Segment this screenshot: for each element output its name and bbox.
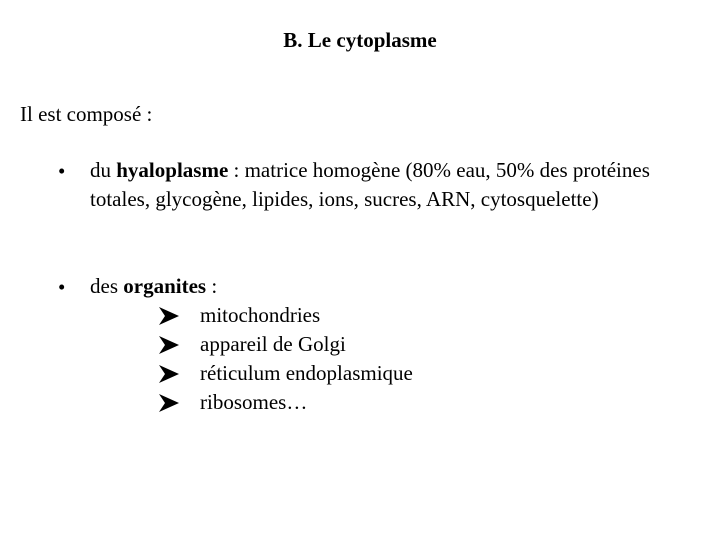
item-description: : matrice homogène (80% eau, 50% des protéines totales, glycogène, lipides, ions, sucres, ARN, cytosquelette) (90, 158, 650, 211)
sub-list-item (158, 330, 413, 359)
sub-list-item (158, 388, 413, 417)
item-term: organites (123, 274, 207, 298)
arrowhead-icon (158, 364, 180, 384)
list-item-organites (90, 272, 650, 301)
arrowhead-icon (158, 393, 180, 413)
slide-title: B. Le cytoplasme (283, 28, 437, 52)
bullet-marker: • (58, 275, 66, 299)
item-prefix: du (90, 158, 117, 182)
sub-list-item (158, 359, 413, 388)
item-term: hyaloplasme (116, 158, 229, 182)
sub-item-label: appareil de Golgi (200, 332, 346, 356)
organites-sub-list (158, 301, 413, 417)
sub-item-label: mitochondries (200, 303, 321, 327)
arrowhead-icon (158, 335, 180, 355)
item-prefix: des (90, 274, 124, 298)
sub-item-label: réticulum endoplasmique (200, 361, 413, 385)
arrowhead-icon (158, 306, 180, 326)
sub-list-item (158, 301, 413, 330)
intro-text: Il est composé : (20, 102, 153, 126)
item-description: : (206, 274, 218, 298)
bullet-marker: • (58, 159, 66, 183)
sub-item-label: ribosomes… (200, 390, 308, 414)
list-item-hyaloplasme (90, 156, 650, 214)
